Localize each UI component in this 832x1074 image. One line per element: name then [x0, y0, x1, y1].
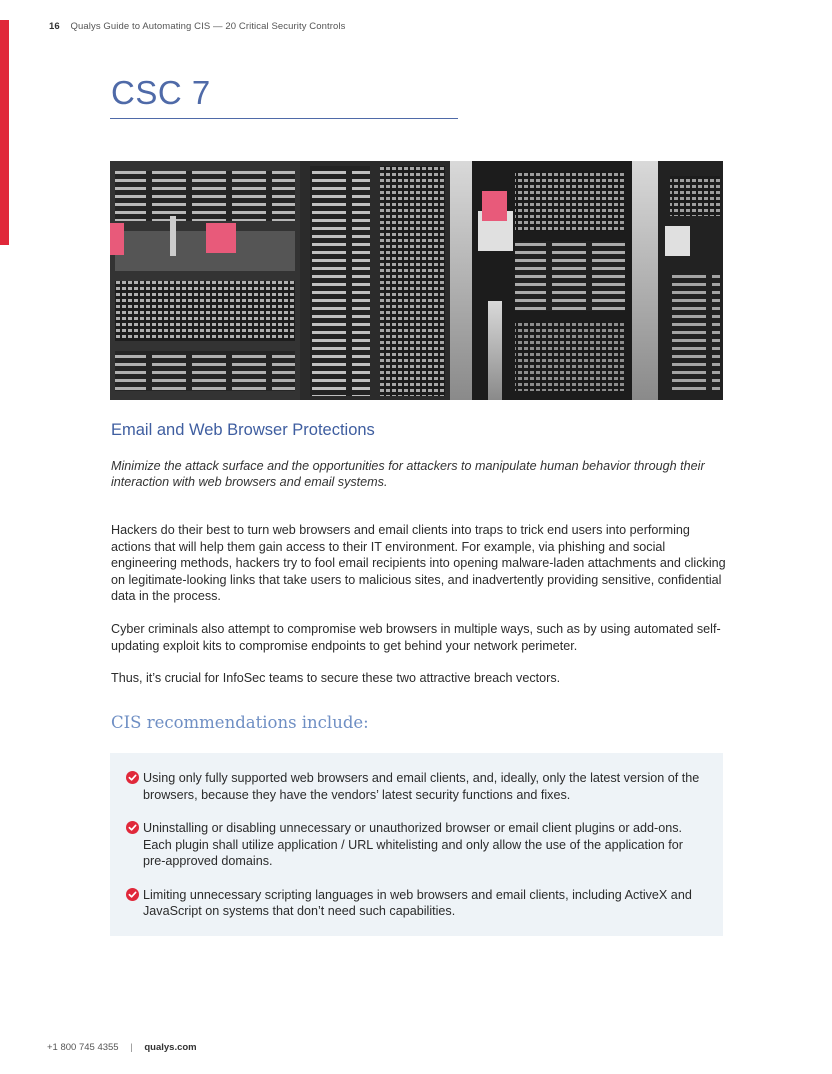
footer-phone: +1 800 745 4355	[47, 1042, 119, 1053]
recommendation-text: Using only fully supported web browsers and email clients, and, ideally, only the latest version of the browsers, because they have the vendors’ latest security functions and fixes.	[143, 771, 700, 802]
list-item	[110, 887, 723, 920]
title-underline	[110, 118, 458, 119]
running-title: Qualys Guide to Automating CIS — 20 Critical Security Controls	[70, 21, 346, 32]
section-heading: Email and Web Browser Protections	[111, 421, 375, 439]
body-paragraph: Thus, it’s crucial for InfoSec teams to secure these two attractive breach vectors.	[111, 671, 561, 685]
body-paragraph: Hackers do their best to turn web browsers and email clients into traps to trick end users into performing actions that will help them gain access to their IT environment. For example, via phishing and social engineering methods, hackers try to fool email recipients into opening malware-laden attachments and clicking on legitimate-looking links that take users to malicious sites, and inadvertently providing sensitive, confidential data in the process.	[111, 523, 726, 603]
section-lead: Minimize the attack surface and the opportunities for attackers to manipulate human behavior through their interaction with web browsers and email systems.	[111, 459, 705, 489]
check-circle-icon	[126, 821, 139, 834]
server-rack-image	[110, 161, 723, 400]
hero-image	[110, 161, 723, 400]
recommendations-heading: CIS recommendations include:	[111, 713, 369, 732]
page-footer	[47, 1042, 197, 1053]
recommendation-text: Uninstalling or disabling unnecessary or unauthorized browser or email client plugins or add-ons. Each plugin shall utilize application / URL whitelisting and only allow the use of the application for pre-approved domains.	[143, 821, 683, 868]
recommendation-text: Limiting unnecessary scripting languages in web browsers and email clients, including ActiveX and JavaScript on systems that don’t need such capabilities.	[143, 887, 692, 918]
recommendations-list	[110, 770, 723, 937]
page-title: CSC 7	[111, 74, 211, 111]
page-number: 16	[49, 21, 60, 32]
check-circle-icon	[126, 888, 139, 901]
footer-separator: |	[130, 1042, 133, 1053]
red-margin-bar	[0, 20, 9, 245]
list-item	[110, 820, 723, 870]
check-circle-icon	[126, 771, 139, 784]
footer-website-link[interactable]: qualys.com	[144, 1042, 197, 1053]
running-header	[49, 21, 345, 32]
body-paragraph: Cyber criminals also attempt to compromise web browsers in multiple ways, such as by using automated self-updating exploit kits to compromise endpoints to get behind your network perimeter.	[111, 622, 721, 653]
recommendations-box	[110, 753, 723, 936]
list-item	[110, 770, 723, 803]
